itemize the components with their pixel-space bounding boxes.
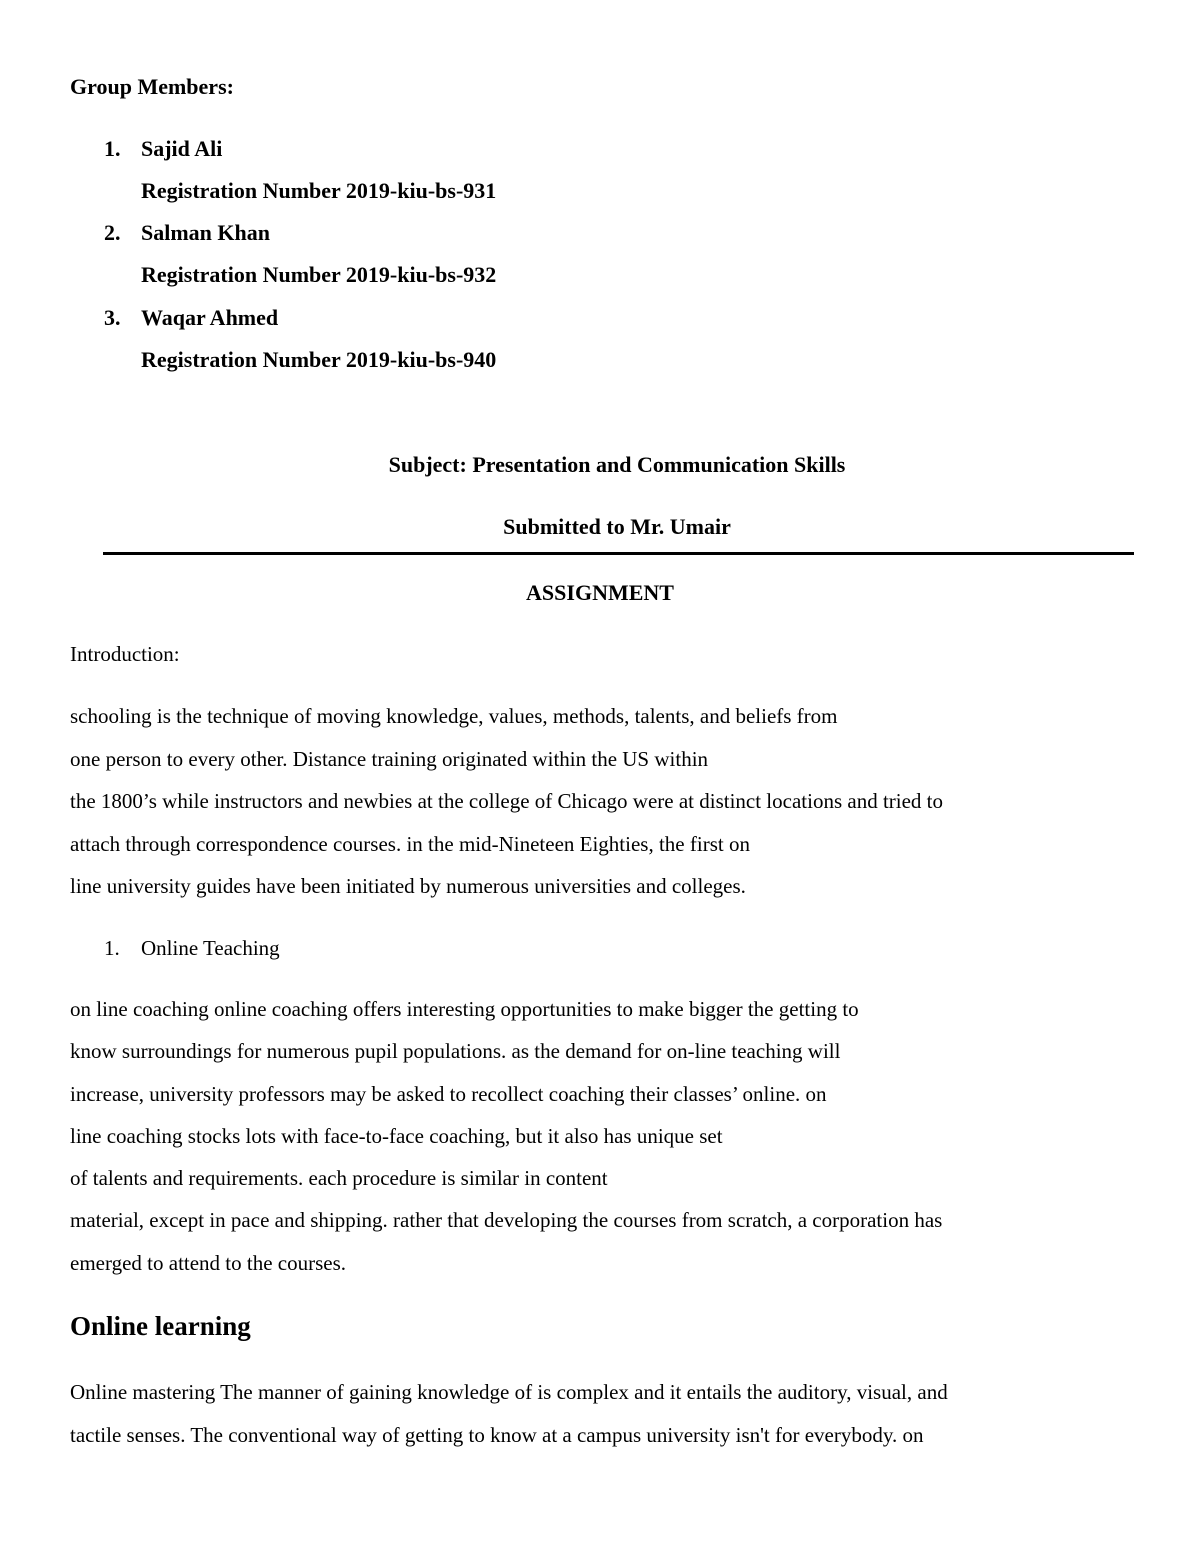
introduction-line: line university guides have been initiated by numerous universities and colleges. <box>70 874 746 898</box>
introduction-line: attach through correspondence courses. in the mid-Nineteen Eighties, the first on <box>70 832 750 856</box>
section-line: emerged to attend to the courses. <box>70 1251 347 1275</box>
group-members-heading: Group Members: <box>70 74 234 99</box>
section-line: on line coaching online coaching offers interesting opportunities to make bigger the getting to <box>70 997 859 1021</box>
member-name: Salman Khan <box>141 220 270 245</box>
section-line: Online mastering The manner of gaining knowledge of is complex and it entails the auditory, visual, and <box>70 1380 948 1404</box>
section-title: Online Teaching <box>141 936 280 960</box>
section-line: increase, university professors may be asked to recollect coaching their classes’ online. on <box>70 1082 827 1106</box>
section-number: 1. <box>104 936 120 960</box>
section-line: of talents and requirements. each procedure is similar in content <box>70 1166 608 1190</box>
introduction-line: the 1800’s while instructors and newbies at the college of Chicago were at distinct locations and tried to <box>70 789 944 813</box>
member-name: Sajid Ali <box>141 136 223 161</box>
section-line: tactile senses. The conventional way of getting to know at a campus university isn't for everybody. on <box>70 1423 924 1447</box>
introduction-line: schooling is the technique of moving knowledge, values, methods, talents, and beliefs from <box>70 704 838 728</box>
member-name: Waqar Ahmed <box>141 305 279 330</box>
submitted-to-line: Submitted to Mr. Umair <box>503 514 731 539</box>
section-line: know surroundings for numerous pupil populations. as the demand for on-line teaching will <box>70 1039 841 1063</box>
section-line: line coaching stocks lots with face-to-face coaching, but it also has unique set <box>70 1124 723 1148</box>
member-number: 2. <box>104 220 121 245</box>
member-registration: Registration Number 2019-kiu-bs-932 <box>141 262 497 287</box>
introduction-line: one person to every other. Distance training originated within the US within <box>70 747 709 771</box>
horizontal-rule <box>103 552 1134 555</box>
member-number: 3. <box>104 305 121 330</box>
introduction-label: Introduction: <box>70 642 180 666</box>
subject-line: Subject: Presentation and Communication Skills <box>388 452 846 477</box>
member-number: 1. <box>104 136 121 161</box>
section-heading: Online learning <box>70 1311 251 1341</box>
member-registration: Registration Number 2019-kiu-bs-931 <box>141 178 497 203</box>
section-line: material, except in pace and shipping. rather that developing the courses from scratch, a corporation has <box>70 1208 943 1232</box>
assignment-title: ASSIGNMENT <box>526 580 674 605</box>
member-registration: Registration Number 2019-kiu-bs-940 <box>141 347 497 372</box>
